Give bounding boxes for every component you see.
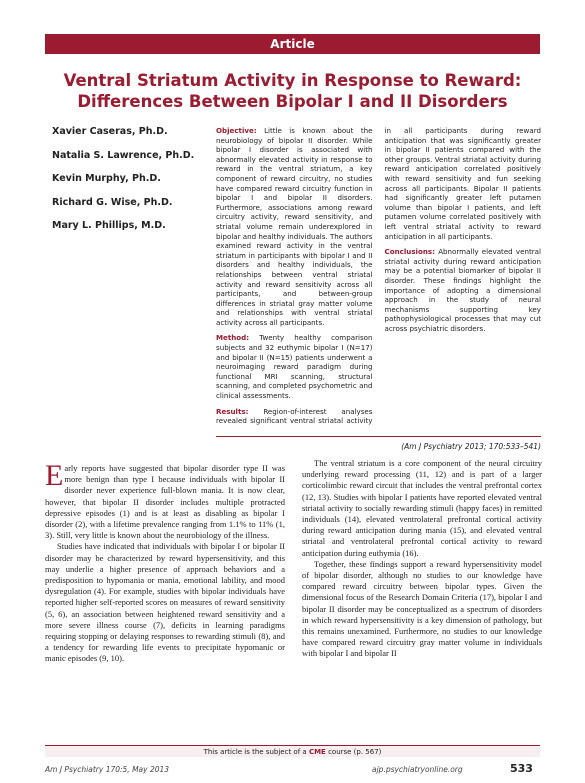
author-name[interactable]: Richard G. Wise, Ph.D. — [52, 196, 173, 208]
article-banner: Article — [45, 34, 540, 54]
cme-note-suffix: course (p. 567) — [328, 748, 382, 756]
page-number: 533 — [510, 762, 533, 775]
abstract-objective — [216, 126, 373, 327]
abstract-method — [216, 333, 373, 400]
body-paragraph: Together, these findings support a reward hypersensitivity model of bipolar disorder, although no studies to our knowledge have compared reward circuitry between bipolar types. Given the dimensional focus of the Research Domain Criteria (17), bipolar I and bipolar II disorder may be conceptualized as a spectrum of disorders in which reward hypersensitivity is a key dimension of pathology, but this remains unexamined. Furthermore, no studies to our knowledge have compared reward circuitry gray matter volume in individuals with bipolar I and bipolar II — [302, 558, 542, 659]
paragraph-text: arly reports have suggested that bipolar disorder type II was more benign than type I because individuals with bipolar II disorder never experience full-blown mania. It is now clear, however, that bipolar II disorder includes multiple protracted depressive episodes (1) and is at least as disabling as bipolar I disorder (2), with a lifetime prevalence ranging from 1.1% to 11% (1, 3). Still, very little is known about the neurobiology of the illness. — [45, 463, 285, 541]
author-name[interactable]: Xavier Caseras, Ph.D. — [52, 126, 168, 137]
drop-cap: E — [45, 459, 64, 492]
objective-text: Little is known about the neurobiology of bipolar II disorder. While bipolar I disorder is associated with abnormally elevated activity in response to reward in the ventral striatum, a key component of reward circuitry, no studies have compared reward circuitry function in bipolar I and bipolar II disorders. Furthermore, associations among reward circuitry activity, reward sensitivity, and striatal volume remain underexplored in bipolar and healthy individuals. The authors examined reward activity in the ventral striatum in participants with bipolar I and II disorders and healthy individuals, the relationships between ventral striatal activity and reward sensitivity across all participants, and between-group differences in striatal gray matter volume and relationships with ventral striatal activity across all participants. — [216, 126, 373, 327]
method-heading: Method: — [216, 333, 250, 343]
abstract-conclusions — [385, 247, 542, 333]
title-line-2: Differences Between Bipolar I and II Disorders — [77, 92, 508, 111]
cme-note-prefix: This article is the subject of a — [203, 748, 307, 756]
author-name[interactable]: Mary L. Phillips, M.D. — [52, 220, 166, 232]
abstract — [216, 126, 541, 429]
cme-note — [45, 745, 540, 757]
author-name[interactable]: Natalia S. Lawrence, Ph.D. — [52, 149, 195, 161]
results-text: Region-of-interest analyses revealed significant ventral striatal activity in all participants during reward anticipation that was significantly greater in bipolar II patients compared with the other groups. Ventral striatal activity during reward anticipation correlated positively with reward sensitivity and fun seeking across all participants. Bipolar II patients had significantly greater left putamen volume than bipolar I patients, and left putamen volume correlated positively with left ventral striatal activity to reward anticipation in all participants. — [216, 126, 541, 426]
objective-heading: Objective: — [216, 126, 257, 135]
footer-website-link[interactable]: ajp.psychiatryonline.org — [372, 765, 463, 774]
cme-link[interactable]: CME — [308, 748, 326, 756]
body-paragraph: Studies have indicated that individuals with bipolar I or bipolar II disorder may be characterized by reward hypersensitivity, and this may underlie a higher presence of approach behaviors and a predisposition to hypomania or mania, emotional lability, and mood dysregulation (4). For example, studies with bipolar individuals have reported higher self-reported scores on measures of reward sensitivity (5, 6), an association between heightened reward sensitivity and a more severe illness course (7), deficits in learning paradigms requiring stopping or delaying responses to rewarding stimuli (8), and a tendency for rewarding life events to precipitate hypomanic or manic episodes (9, 10). — [45, 541, 285, 664]
body-column-left — [45, 459, 285, 763]
title-line-1: Ventral Striatum Activity in Response to Reward: — [63, 71, 522, 90]
conclusions-heading: Conclusions: — [384, 247, 435, 257]
author-list — [52, 126, 212, 244]
method-text: Twenty healthy comparison subjects and 32 euthymic bipolar I (N=17) and bipolar II (N=15) patients underwent a neuroimaging reward paradigm during functional MRI scanning, structural scanning, and completed psychometric and clinical assessments. — [216, 333, 373, 401]
abstract-divider — [216, 436, 541, 437]
results-heading: Results: — [216, 406, 249, 416]
journal-citation: (Am J Psychiatry 2013; 170:533–541) — [401, 442, 541, 451]
article-title — [45, 70, 540, 112]
conclusions-text: Abnormally elevated ventral striatal activity during reward anticipation may be a potential biomarker of bipolar II disorder. These findings highlight the importance of adopting a dimensional approach in the study of neural mechanisms supporting key pathophysiological processes that may cut across psychiatric disorders. — [384, 247, 541, 333]
body-column-right — [302, 458, 542, 758]
footer-journal: Am J Psychiatry 170:5, May 2013 — [45, 765, 170, 774]
body-paragraph — [45, 459, 285, 541]
author-name[interactable]: Kevin Murphy, Ph.D. — [52, 173, 161, 185]
body-paragraph: The ventral striatum is a core component of the neural circuitry underlying reward processing (11, 12) and is part of a larger corticolimbic reward circuit that includes the ventral prefrontal cortex (12, 13). Studies with bipolar I patients have reported elevated ventral striatal activity to socially rewarding stimuli (happy faces) in remitted individuals (14), elevated ventrolateral prefrontal cortical activity during reward anticipation during mania (15), and elevated ventral striatal and ventrolateral prefrontal cortical activity to reward anticipation during euthymia (16). — [302, 458, 542, 558]
